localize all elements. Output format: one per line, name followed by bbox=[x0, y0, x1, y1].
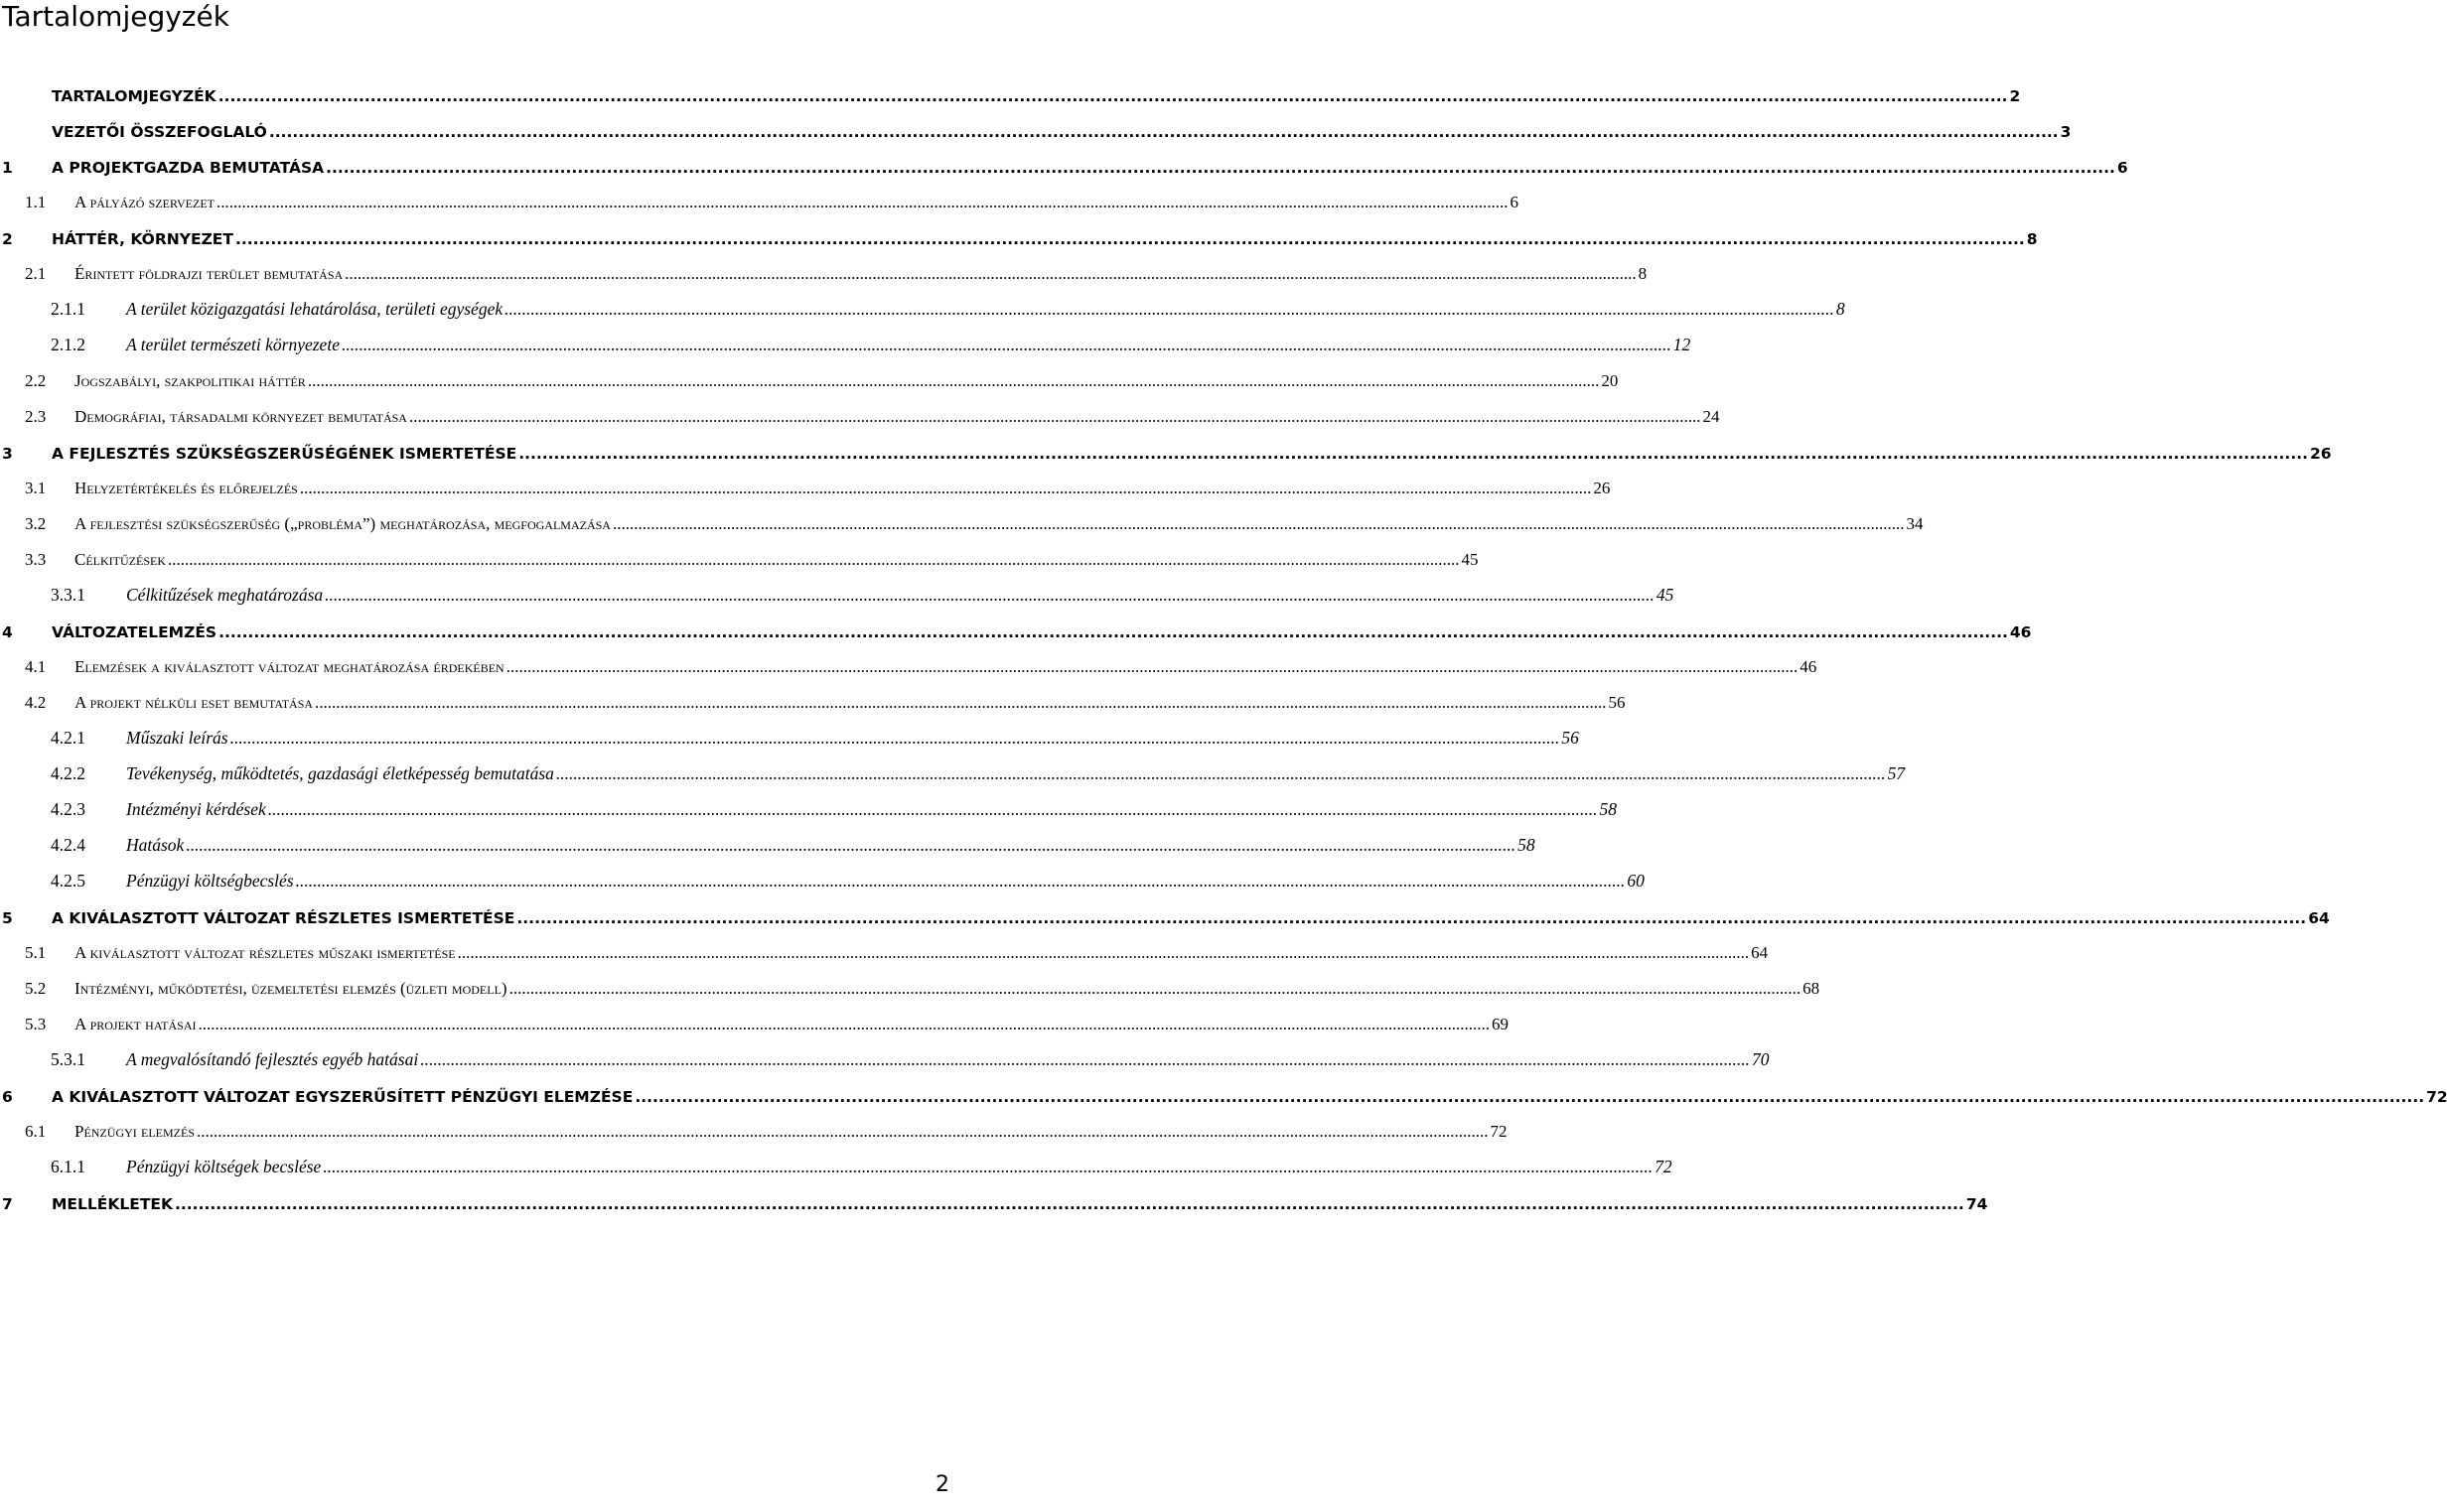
toc-entry-title[interactable]: A pályázó szervezet bbox=[74, 193, 215, 211]
toc-dot-leader bbox=[326, 159, 2115, 177]
toc-entry[interactable] bbox=[0, 469, 1611, 498]
toc-dot-leader bbox=[509, 979, 1801, 999]
page-title: Tartalomjegyzék bbox=[2, 0, 229, 33]
toc-dot-leader bbox=[342, 335, 1671, 355]
toc-entry-page: 6 bbox=[1510, 193, 1518, 211]
toc-dot-leader bbox=[325, 585, 1655, 606]
toc-entry-page: 69 bbox=[1492, 1015, 1510, 1033]
toc-entry[interactable] bbox=[0, 683, 1626, 713]
toc-entry-page: 46 bbox=[2009, 623, 2032, 641]
toc-entry-title[interactable]: A terület közigazgatási lehatárolása, területi egységek bbox=[126, 299, 504, 319]
toc-entry[interactable] bbox=[0, 790, 1617, 820]
toc-entry-page: 60 bbox=[1627, 871, 1645, 891]
toc-entry-title[interactable]: Tevékenység, működtetés, gazdasági életképesség bemutatása bbox=[126, 763, 554, 783]
toc-entry[interactable] bbox=[0, 719, 1579, 749]
toc-entry[interactable] bbox=[0, 647, 1817, 677]
toc-entry-page: 45 bbox=[1656, 585, 1674, 605]
toc-entry-page: 56 bbox=[1608, 693, 1626, 712]
toc-entry-page: 12 bbox=[1672, 335, 1691, 354]
toc-entry-page: 58 bbox=[1517, 835, 1535, 855]
toc-entry[interactable] bbox=[0, 433, 2332, 463]
toc-dot-leader bbox=[269, 123, 2059, 141]
toc-entry-page: 74 bbox=[1965, 1195, 1988, 1213]
toc-entry-page: 64 bbox=[2308, 909, 2330, 927]
toc-entry-title[interactable]: A kiválasztott változat részletes műszaki ismertetése bbox=[74, 943, 456, 962]
toc-entry-number: 1.1 bbox=[25, 193, 47, 211]
toc-entry[interactable] bbox=[0, 147, 2128, 177]
toc-entry-number: 4.2.2 bbox=[51, 763, 85, 783]
toc-dot-leader bbox=[308, 371, 1600, 391]
toc-entry-title[interactable]: Intézményi, működtetési, üzemeltetési elemzés (üzleti modell) bbox=[74, 979, 507, 998]
toc-entry-title[interactable]: Demográfiai, társadalmi környezet bemutatása bbox=[74, 407, 407, 426]
toc-dot-leader bbox=[186, 835, 1515, 856]
toc-entry-title[interactable]: A fejlesztési szükségszerűség („probléma”) meghatározása, megfogalmazása bbox=[74, 514, 611, 533]
toc-entry-page: 8 bbox=[2026, 230, 2038, 248]
toc-entry-title[interactable]: VEZETŐI ÖSSZEFOGLALÓ bbox=[52, 123, 267, 141]
toc-dot-leader bbox=[516, 909, 2306, 927]
toc-entry-title[interactable]: MELLÉKLETEK bbox=[52, 1195, 174, 1213]
toc-dot-leader bbox=[218, 623, 2008, 641]
toc-entry-title[interactable]: Érintett földrajzi terület bemutatása bbox=[74, 264, 344, 283]
toc-entry[interactable] bbox=[0, 933, 1769, 963]
toc-entry-title[interactable]: Pénzügyi költségbecslés bbox=[126, 871, 294, 891]
toc-entry-page: 26 bbox=[2310, 445, 2332, 463]
toc-entry-number: 3 bbox=[2, 445, 13, 463]
toc-entry-page: 72 bbox=[2426, 1088, 2448, 1106]
toc-entry-number: 4.1 bbox=[25, 657, 47, 676]
toc-dot-leader bbox=[218, 87, 2008, 105]
toc-entry-title[interactable]: A projekt hatásai bbox=[74, 1015, 197, 1033]
toc-entry-title[interactable]: Hatások bbox=[126, 835, 185, 855]
toc-entry-title[interactable]: Célkitűzések bbox=[74, 550, 166, 569]
toc-entry-title[interactable]: A projekt nélküli eset bemutatása bbox=[74, 693, 314, 712]
toc-entry-number: 4.2.5 bbox=[51, 871, 85, 891]
toc-dot-leader bbox=[556, 763, 1886, 784]
toc-entry-title[interactable]: Elemzések a kiválasztott változat meghatározása érdekében bbox=[74, 657, 504, 676]
toc-dot-leader bbox=[409, 407, 1701, 427]
toc-entry[interactable] bbox=[0, 969, 1820, 999]
toc-dot-leader bbox=[613, 514, 1905, 534]
toc-entry-number: 4.2.3 bbox=[51, 799, 85, 819]
toc-entry-number: 6.1.1 bbox=[51, 1157, 85, 1176]
toc-entry-page: 6 bbox=[2116, 159, 2128, 177]
toc-entry[interactable] bbox=[0, 111, 2072, 141]
toc-entry-number: 7 bbox=[2, 1195, 13, 1213]
toc-entry-title[interactable]: A FEJLESZTÉS SZÜKSÉGSZERŰSÉGÉNEK ISMERTETÉSE bbox=[52, 445, 517, 463]
toc-dot-leader bbox=[504, 299, 1834, 320]
toc-entry-title[interactable]: Műszaki leírás bbox=[126, 728, 228, 748]
toc-entry[interactable] bbox=[0, 504, 1924, 534]
toc-entry-title[interactable]: VÁLTOZATELEMZÉS bbox=[52, 623, 217, 641]
toc-entry-title[interactable]: Pénzügyi elemzés bbox=[74, 1122, 196, 1141]
toc-entry[interactable] bbox=[0, 1076, 2448, 1106]
toc-entry-title[interactable]: Jogszabályi, szakpolitikai háttér bbox=[74, 371, 306, 390]
toc-entry-title[interactable]: A megvalósítandó fejlesztés egyéb hatásai bbox=[126, 1049, 419, 1069]
toc-entry-number: 2.1 bbox=[25, 264, 47, 283]
toc-entry-number: 5.2 bbox=[25, 979, 47, 998]
toc-dot-leader bbox=[175, 1195, 1964, 1213]
toc-entry-number: 4.2 bbox=[25, 693, 47, 712]
toc-entry-page: 3 bbox=[2060, 123, 2072, 141]
toc-dot-leader bbox=[199, 1015, 1491, 1034]
toc-entry-number: 4.2.4 bbox=[51, 835, 85, 855]
toc-entry-page: 8 bbox=[1835, 299, 1845, 319]
toc-entry-page: 72 bbox=[1490, 1122, 1508, 1141]
toc-entry-page: 57 bbox=[1887, 763, 1906, 783]
toc-dot-leader bbox=[506, 657, 1799, 677]
toc-entry[interactable] bbox=[0, 75, 2021, 105]
toc-entry-number: 2.3 bbox=[25, 407, 47, 426]
toc-entry-number: 6 bbox=[2, 1088, 13, 1106]
toc-dot-leader bbox=[458, 943, 1750, 963]
toc-dot-leader bbox=[323, 1157, 1653, 1177]
toc-entry-page: 24 bbox=[1702, 407, 1720, 426]
toc-entry[interactable] bbox=[0, 290, 1845, 320]
toc-entry-number: 2.1.2 bbox=[51, 335, 85, 354]
toc-entry-page: 56 bbox=[1561, 728, 1579, 748]
toc-entry-title[interactable]: Pénzügyi költségek becslése bbox=[126, 1157, 322, 1176]
toc-entry-title[interactable]: Helyzetértékelés és előrejelzés bbox=[74, 479, 298, 497]
toc-entry-page: 20 bbox=[1601, 371, 1619, 390]
toc-entry[interactable] bbox=[0, 1005, 1510, 1034]
toc-entry-page: 26 bbox=[1593, 479, 1611, 497]
toc-entry-number: 4.2.1 bbox=[51, 728, 85, 748]
toc-entry-page: 72 bbox=[1655, 1157, 1672, 1176]
toc-entry-number: 3.3.1 bbox=[51, 585, 85, 605]
toc-entry-number: 3.2 bbox=[25, 514, 47, 533]
page-number: 2 bbox=[936, 1472, 949, 1497]
toc-entry-title[interactable]: A KIVÁLASZTOTT VÁLTOZAT EGYSZERŰSÍTETT PÉNZÜGYI ELEMZÉSE bbox=[52, 1088, 634, 1106]
toc-entry[interactable] bbox=[0, 862, 1645, 892]
toc-dot-leader bbox=[300, 479, 1592, 498]
toc-entry[interactable] bbox=[0, 755, 1906, 784]
toc-dot-leader bbox=[235, 230, 2025, 248]
toc-entry[interactable] bbox=[0, 576, 1674, 606]
toc-entry-number: 2.2 bbox=[25, 371, 47, 390]
toc-entry[interactable] bbox=[0, 218, 2038, 248]
toc-entry-title[interactable]: A terület természeti környezete bbox=[126, 335, 340, 354]
toc-dot-leader bbox=[420, 1049, 1750, 1070]
toc-dot-leader bbox=[216, 193, 1509, 212]
toc-entry[interactable] bbox=[0, 1040, 1770, 1070]
toc-entry-number: 5.3 bbox=[25, 1015, 47, 1033]
toc-entry-number: 2 bbox=[2, 230, 13, 248]
toc-entry-page: 70 bbox=[1751, 1049, 1770, 1069]
toc-dot-leader bbox=[268, 799, 1598, 820]
toc-entry[interactable] bbox=[0, 397, 1720, 427]
toc-dot-leader bbox=[230, 728, 1560, 749]
toc-dot-leader bbox=[168, 550, 1460, 570]
toc-entry[interactable] bbox=[0, 826, 1535, 856]
toc-dot-leader bbox=[345, 264, 1637, 284]
toc-entry[interactable] bbox=[0, 612, 2032, 641]
toc-entry[interactable] bbox=[0, 254, 1648, 284]
toc-dot-leader bbox=[197, 1122, 1489, 1142]
toc-entry-number: 2.1.1 bbox=[51, 299, 85, 319]
toc-entry[interactable] bbox=[0, 1112, 1508, 1142]
toc-dot-leader bbox=[296, 871, 1626, 892]
toc-entry-number: 6.1 bbox=[25, 1122, 47, 1141]
toc-entry-number: 3.3 bbox=[25, 550, 47, 569]
toc-entry-page: 64 bbox=[1751, 943, 1769, 962]
toc-entry[interactable] bbox=[0, 361, 1619, 391]
toc-entry-page: 8 bbox=[1638, 264, 1648, 283]
toc-dot-leader bbox=[518, 445, 2308, 463]
toc-entry-page: 46 bbox=[1800, 657, 1817, 676]
toc-entry-title[interactable]: A KIVÁLASZTOTT VÁLTOZAT RÉSZLETES ISMERTETÉSE bbox=[52, 909, 515, 927]
toc-entry-page: 45 bbox=[1461, 550, 1479, 569]
toc-entry-title[interactable]: TARTALOMJEGYZÉK bbox=[52, 87, 216, 105]
toc-entry-number: 1 bbox=[2, 159, 13, 177]
toc-entry-title[interactable]: Célkitűzések meghatározása bbox=[126, 585, 324, 605]
toc-entry-number: 5.1 bbox=[25, 943, 47, 962]
toc-entry-number: 5 bbox=[2, 909, 13, 927]
toc-entry-title[interactable]: A PROJEKTGAZDA BEMUTATÁSA bbox=[52, 159, 325, 177]
toc-entry[interactable] bbox=[0, 1183, 1988, 1213]
toc-entry[interactable] bbox=[0, 326, 1691, 355]
toc-entry[interactable] bbox=[0, 897, 2330, 927]
toc-entry-number: 3.1 bbox=[25, 479, 47, 497]
toc-dot-leader bbox=[635, 1088, 2424, 1106]
toc-entry-page: 2 bbox=[2009, 87, 2021, 105]
toc-entry-number: 4 bbox=[2, 623, 13, 641]
toc-entry[interactable] bbox=[0, 540, 1479, 570]
toc-entry-title[interactable]: Intézményi kérdések bbox=[126, 799, 266, 819]
toc-entry-page: 68 bbox=[1802, 979, 1820, 998]
toc-entry[interactable] bbox=[0, 183, 1518, 212]
toc-entry-number: 5.3.1 bbox=[51, 1049, 85, 1069]
toc-entry-page: 58 bbox=[1599, 799, 1617, 819]
toc-entry[interactable] bbox=[0, 1148, 1672, 1177]
toc-entry-page: 34 bbox=[1906, 514, 1924, 533]
toc-entry-title[interactable]: HÁTTÉR, KÖRNYEZET bbox=[52, 230, 233, 248]
toc-dot-leader bbox=[315, 693, 1607, 713]
